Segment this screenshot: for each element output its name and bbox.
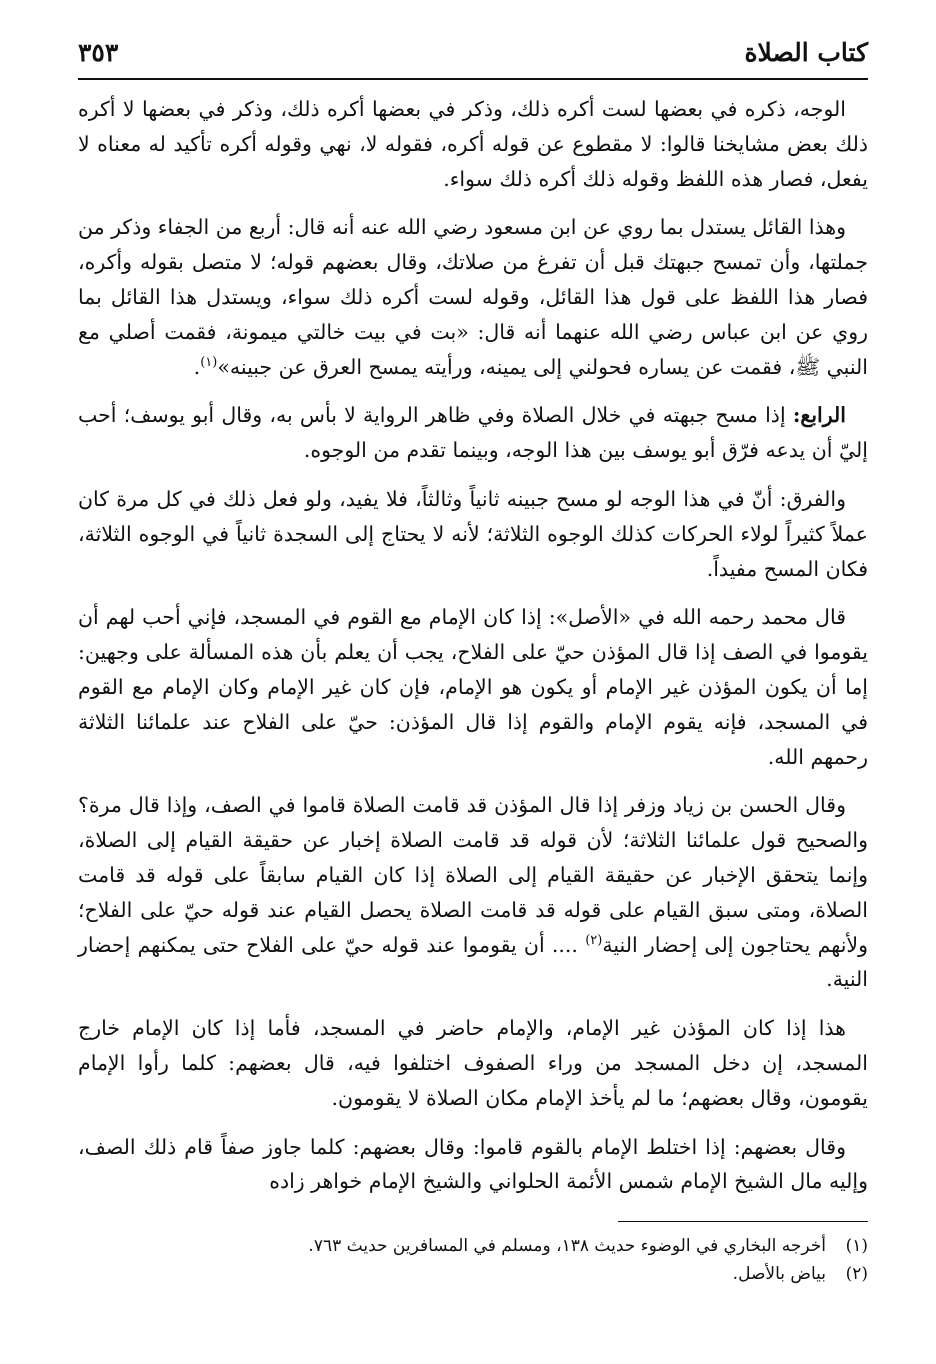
footnotes (78, 1232, 868, 1288)
paragraph-text: وقال بعضهم: إذا اختلط الإمام بالقوم قاموا: وقال بعضهم: كلما جاوز صفاً قام ذلك الصف، وإليه مال الشيخ الإمام شمس الأئمة الحلواني والشيخ الإمام خواهر زاده (78, 1134, 868, 1194)
footnote-text: بياض بالأصل. (732, 1264, 826, 1285)
paragraph-end: . (193, 354, 201, 379)
chapter-title: كتاب الصلاة (744, 38, 868, 67)
paragraph (78, 1011, 868, 1115)
footnote-divider (618, 1221, 868, 1222)
footnote-text: أخرجه البخاري في الوضوء حديث ١٣٨، ومسلم في المسافرين حديث ٧٦٣. (308, 1236, 826, 1257)
paragraph (78, 210, 868, 384)
footnote (78, 1260, 868, 1288)
header-divider (78, 78, 868, 80)
paragraph-end: .... أن يقوموا عند قوله حيّ على الفلاح حتى يمكنهم إحضار النية. (78, 932, 868, 992)
paragraph (78, 600, 868, 774)
page-body (78, 92, 868, 1199)
paragraph (78, 92, 868, 196)
paragraph-text: الوجه، ذكره في بعضها لست أكره ذلك، وذكر في بعضها أكره ذلك، وذكر في بعضها لا أكره ذلك بعض مشايخنا قالوا: لا مقطوع عن قوله أكره، فقوله لا، نهي وقوله أكره تأكيد له معناه لا يفعل، فصار هذه اللفظ وقوله ذلك أكره ذلك سواء. (78, 97, 868, 191)
footnote (78, 1232, 868, 1260)
paragraph (78, 1130, 868, 1200)
page-header (78, 38, 868, 74)
footnote-marker: (٢) (585, 932, 603, 948)
paragraph (78, 482, 868, 586)
paragraph-text: إذا مسح جبهته في خلال الصلاة وفي ظاهر الرواية لا بأس به، وقال أبو يوسف؛ أحب إليّ أن يدعه فرّق أبو يوسف بين هذا الوجه، وبينما تقدم من الوجوه. (78, 403, 868, 463)
paragraph (78, 398, 868, 468)
paragraph-text: والفرق: أنّ في هذا الوجه لو مسح جبينه ثانياً وثالثاً، فلا يفيد، ولو فعل ذلك في كل مرة كان عملاً كثيراً لولاء الحركات كذلك الوجوه الثلاثة؛ لأنه لا يحتاج إلى السجدة ثانياً في الوجوه الثلاثة، فكان المسح مفيداً. (78, 486, 868, 581)
paragraph-text: هذا إذا كان المؤذن غير الإمام، والإمام حاضر في المسجد، فأما إذا كان الإمام خارج المسجد، إن دخل المسجد من وراء الصفوف اختلفوا فيه، قال بعضهم: كلما رأوا الإمام يقومون، وقال بعضهم؛ ما لم يأخذ الإمام مكان الصلاة لا يقومون. (78, 1016, 868, 1110)
paragraph-lead: الرابع: (792, 403, 846, 428)
footnote-marker: (١) (200, 354, 218, 370)
footnote-number: (٢) (845, 1264, 868, 1285)
paragraph-text: وقال الحسن بن زياد وزفر إذا قال المؤذن قد قامت الصلاة قاموا في الصف، وإذا قال مرة؟ والصحيح قول علمائنا الثلاثة؛ لأن قوله قد قامت الصلاة إخبار عن حقيقة القيام إلى الصلاة، وإنما يتحقق الإخبار عن حقيقة القيام إلى الصلاة إذا كان القيام سابقاً على قوله قد قامت الصلاة، ومتى سبق القيام على قوله قد قامت الصلاة يحصل القيام عند قوله حيّ على الفلاح؛ ولأنهم يحتاجون إلى إحضار النية (78, 793, 868, 957)
book-page (78, 38, 868, 1288)
page-number: ٣٥٣ (78, 38, 119, 67)
paragraph (78, 788, 868, 997)
footnote-number: (١) (845, 1236, 868, 1257)
paragraph-text: قال محمد رحمه الله في «الأصل»: إذا كان الإمام مع القوم في المسجد، فإني أحب لهم أن يقوموا في الصف إذا قال المؤذن حيّ على الفلاح، يجب أن يعلم بأن هذه المسألة على وجهين: إما أن يكون المؤذن غير الإمام أو يكون هو الإمام، فإن كان غير الإمام وكان الإمام مع القوم في المسجد، فإنه يقوم الإمام والقوم إذا قال المؤذن: حيّ على الفلاح عند علمائنا الثلاثة رحمهم الله. (78, 605, 868, 769)
paragraph-text: وهذا القائل يستدل بما روي عن ابن مسعود رضي الله عنه أنه قال: أربع من الجفاء وذكر من جملتها، وأن تمسح جبهتك قبل أن تفرغ من صلاتك، وقال بعضهم قوله؛ لا متصل بقوله وأكره، فصار هذا اللفظ على قول هذا القائل، وقوله لست أكره ذلك سواء، ويستدل هذا القائل بما روي عن ابن عباس رضي الله عنهما أنه قال: «بت في بيت خالتي ميمونة، فقمت أصلي مع النبي ﷺ، فقمت عن يساره فحولني إلى يمينه، ورأيته يمسح العرق عن جبينه» (78, 215, 868, 379)
